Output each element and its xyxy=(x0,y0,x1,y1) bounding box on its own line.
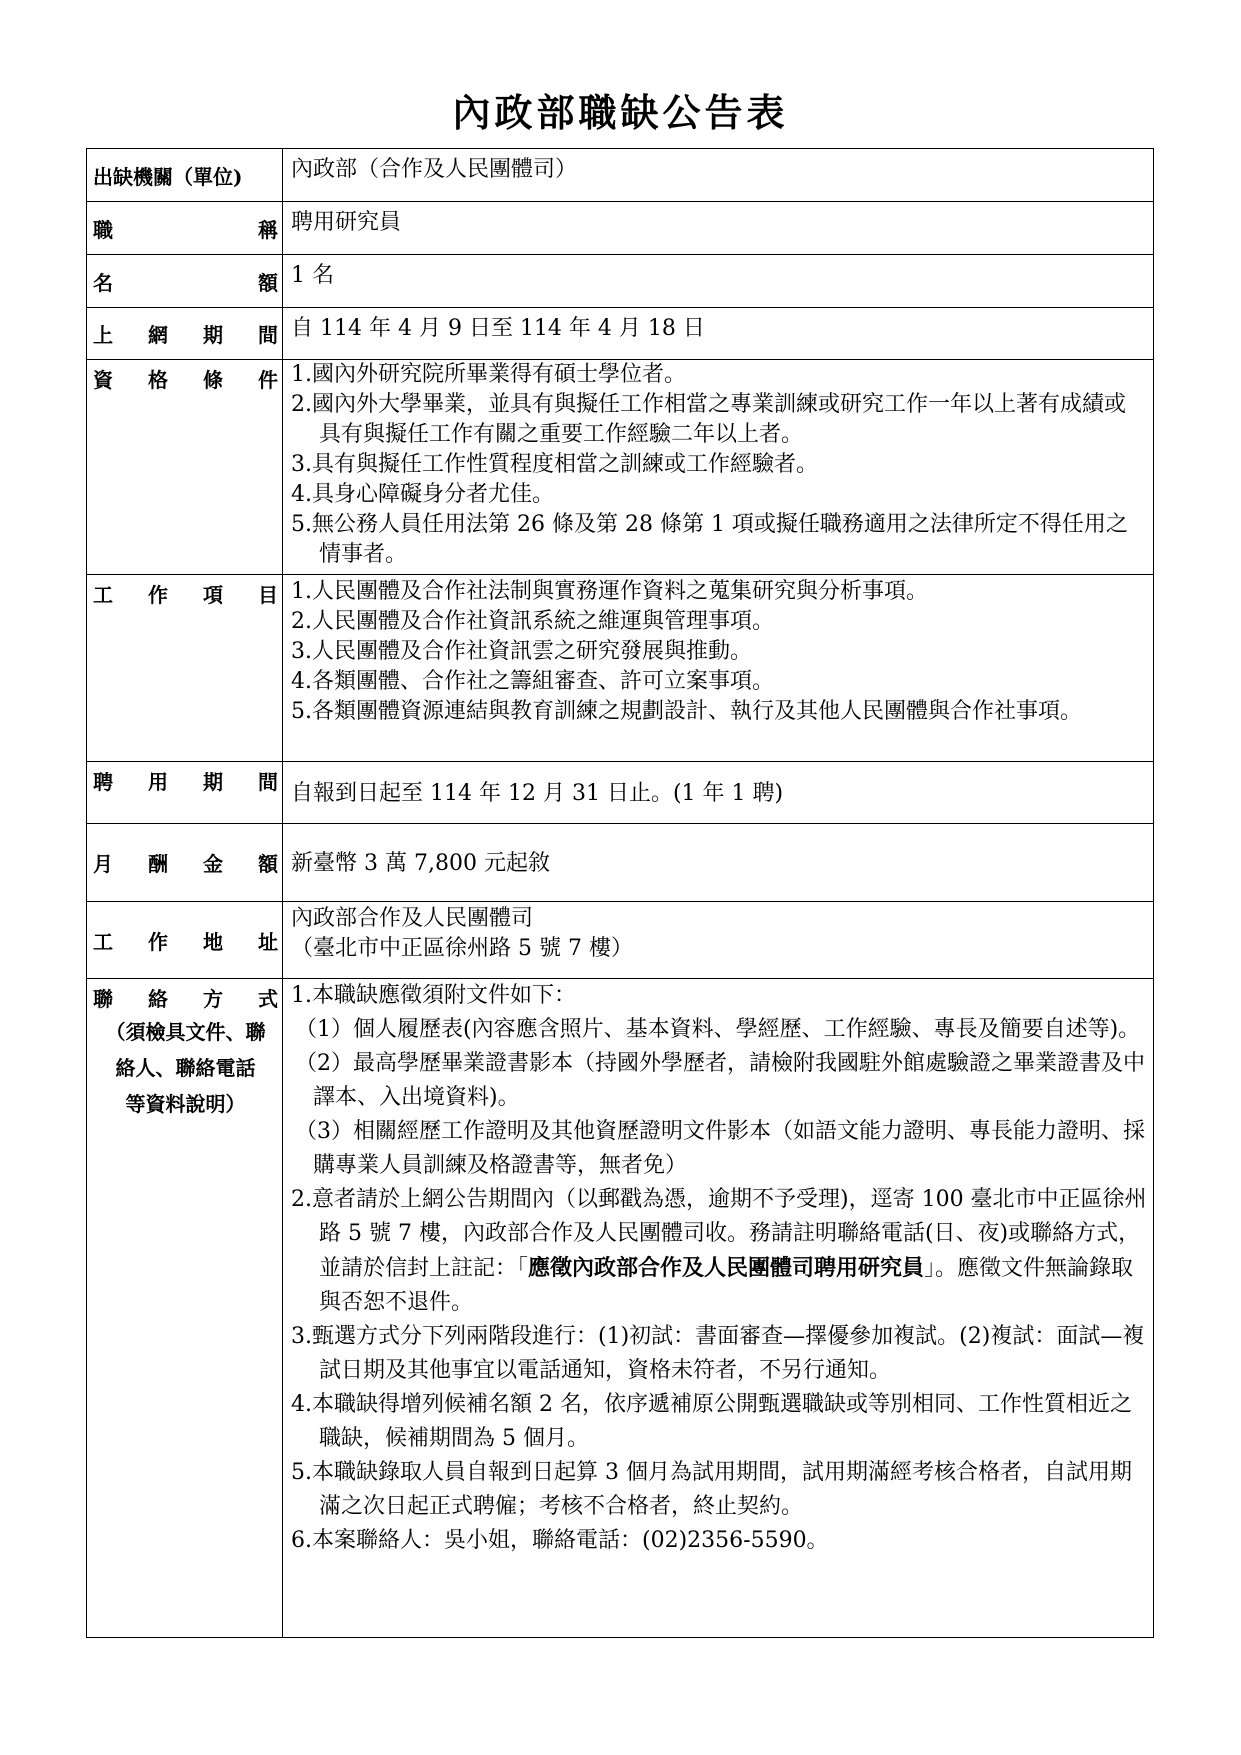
label-position: 職 稱 xyxy=(87,202,283,255)
list-item: 5.本職缺錄取人員自報到日起算 3 個月為試用期間，試用期滿經考核合格者，自試用期滿之次日起正式聘僱；考核不合格者，終止契約。 xyxy=(291,1460,1132,1519)
value-qualifications xyxy=(283,360,1154,575)
value-quota: 1 名 xyxy=(283,255,1154,308)
list-item: 1.本職缺應徵須附文件如下： xyxy=(291,983,576,1008)
row-employment-period xyxy=(87,762,1154,824)
row-contact xyxy=(87,979,1154,1638)
list-item: 5.無公務人員任用法第 26 條及第 28 條第 1 項或擬任職務適用之法律所定不得任用之情事者。 xyxy=(291,512,1128,567)
value-position: 聘用研究員 xyxy=(283,202,1154,255)
value-agency: 內政部（合作及人民團體司） xyxy=(283,149,1154,202)
list-item: 1.人民團體及合作社法制與實務運作資料之蒐集研究與分析事項。 xyxy=(291,579,928,604)
row-agency xyxy=(87,149,1154,202)
label-qualifications: 資 格 條 件 xyxy=(87,360,283,575)
row-quota xyxy=(87,255,1154,308)
label-employment-period: 聘 用 期 間 xyxy=(87,762,283,824)
row-position xyxy=(87,202,1154,255)
value-location: 內政部合作及人民團體司 （臺北市中正區徐州路 5 號 7 樓） xyxy=(283,902,1154,979)
row-duties xyxy=(87,575,1154,762)
value-employment-period: 自報到日起至 114 年 12 月 31 日止。(1 年 1 聘) xyxy=(283,762,1154,824)
label-posting-period: 上 網 期 間 xyxy=(87,308,283,360)
label-duties: 工 作 項 目 xyxy=(87,575,283,762)
value-posting-period: 自 114 年 4 月 9 日至 114 年 4 月 18 日 xyxy=(283,308,1154,360)
job-announcement-table xyxy=(86,148,1154,1638)
list-item: 4.具身心障礙身分者尤佳。 xyxy=(291,482,554,507)
list-item: 6.本案聯絡人：吳小姐，聯絡電話：(02)2356-5590。 xyxy=(291,1528,829,1553)
label-location: 工 作 地 址 xyxy=(87,902,283,979)
value-duties xyxy=(283,575,1154,762)
row-qualifications xyxy=(87,360,1154,575)
list-item: 2.意者請於上網公告期間內（以郵戳為憑，逾期不予受理)，逕寄 100 臺北市中正區徐州路 5 號 7 樓，內政部合作及人民團體司收。務請註明聯絡電話(日、夜)或聯絡方式，並請於信封上註記：「應徵內政部合作及人民團體司聘用研究員」。應徵文件無論錄取與否恕不退件。 xyxy=(291,1187,1147,1315)
emphasis-text: 應徵內政部合作及人民團體司聘用研究員 xyxy=(528,1255,925,1281)
list-item: 2.人民團體及合作社資訊系統之維運與管理事項。 xyxy=(291,609,774,634)
list-item: 4.本職缺得增列候補名額 2 名，依序遞補原公開甄選職缺或等別相同、工作性質相近之職缺，候補期間為 5 個月。 xyxy=(291,1392,1132,1451)
row-location xyxy=(87,902,1154,979)
label-contact: 聯 絡 方 式 （須檢具文件、聯 絡人、聯絡電話 等資料說明） xyxy=(87,979,283,1638)
page-title: 內政部職缺公告表 xyxy=(452,90,789,135)
row-posting-period xyxy=(87,308,1154,360)
value-contact xyxy=(283,979,1154,1638)
list-item: （2）最高學歷畢業證書影本（持國外學歷者，請檢附我國駐外館處驗證之畢業證書及中譯本、入出境資料)。 xyxy=(295,1051,1145,1110)
list-item: 1.國內外研究院所畢業得有碩士學位者。 xyxy=(291,362,686,387)
label-agency: 出缺機關（單位) xyxy=(87,149,283,202)
list-item: 2.國內外大學畢業，並具有與擬任工作相當之專業訓練或研究工作一年以上著有成績或具有與擬任工作有關之重要工作經驗二年以上者。 xyxy=(291,392,1126,447)
label-quota: 名 額 xyxy=(87,255,283,308)
list-item: （3）相關經歷工作證明及其他資歷證明文件影本（如語文能力證明、專長能力證明、採購專業人員訓練及格證書等，無者免） xyxy=(295,1119,1145,1178)
value-salary: 新臺幣 3 萬 7,800 元起敘 xyxy=(283,824,1154,902)
list-item: 4.各類團體、合作社之籌組審查、許可立案事項。 xyxy=(291,669,774,694)
list-item: 3.甄選方式分下列兩階段進行：(1)初試：書面審查—擇優參加複試。(2)複試：面試—複試日期及其他事宜以電話通知，資格未符者，不另行通知。 xyxy=(291,1324,1145,1383)
row-salary xyxy=(87,824,1154,902)
list-item: 3.具有與擬任工作性質程度相當之訓練或工作經驗者。 xyxy=(291,452,818,477)
list-item: 3.人民團體及合作社資訊雲之研究發展與推動。 xyxy=(291,639,752,664)
label-salary: 月 酬 金 額 xyxy=(87,824,283,902)
list-item: （1）個人履歷表(內容應含照片、基本資料、學經歷、工作經驗、專長及簡要自述等)。 xyxy=(295,1017,1141,1042)
list-item: 5.各類團體資源連結與教育訓練之規劃設計、執行及其他人民團體與合作社事項。 xyxy=(291,699,1082,724)
